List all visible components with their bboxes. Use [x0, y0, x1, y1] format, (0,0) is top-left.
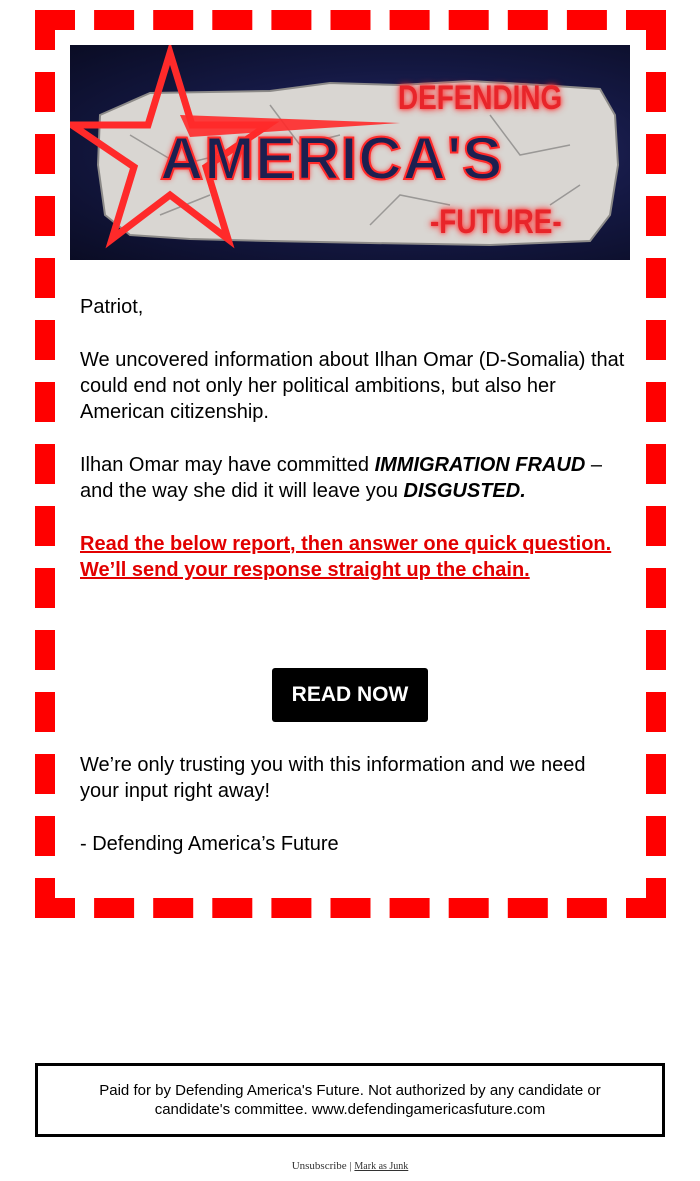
emphasis-immigration-fraud: IMMIGRATION FRAUD [374, 454, 586, 476]
disclaimer-text: Paid for by Defending America's Future. Not authorized by any candidate or candidate's committee. www.defendingamericasfuture.com [99, 1082, 601, 1118]
banner-defending: DEFENDING [398, 79, 563, 117]
banner-americas: AMERICA'S [160, 125, 504, 192]
greeting: Patriot, [80, 296, 144, 318]
paragraph-intro: We uncovered information about Ilhan Omar (D-Somalia) that could end not only her political ambitions, but also her American citizenship. [80, 349, 625, 423]
paid-for-disclaimer [35, 1063, 665, 1137]
report-link[interactable]: Read the below report, then answer one quick question. We’ll send your response straight up the chain. [80, 533, 612, 581]
emphasis-disgusted: DISGUSTED. [403, 480, 526, 502]
fraud-text-pre: Ilhan Omar may have committed [80, 454, 375, 476]
signature: - Defending America’s Future [80, 833, 339, 855]
banner-future: -FUTURE- [430, 203, 562, 241]
paragraph-fraud [80, 452, 625, 504]
closing-section [80, 752, 625, 884]
fraud-text-mid: – and the way she did it will leave you [80, 454, 602, 502]
header-banner [70, 45, 630, 260]
email-body [80, 294, 625, 610]
callout-link-paragraph [80, 531, 625, 583]
cta-container [0, 668, 700, 722]
unsubscribe-link[interactable]: Unsubscribe [291, 1160, 347, 1172]
mark-as-junk-link[interactable]: Mark as Junk [354, 1161, 409, 1172]
email-footer [0, 1160, 700, 1172]
read-now-button[interactable]: READ NOW [272, 668, 429, 722]
footer-separator: | [349, 1160, 352, 1172]
closing-paragraph: We’re only trusting you with this information and we need your input right away! [80, 754, 586, 802]
